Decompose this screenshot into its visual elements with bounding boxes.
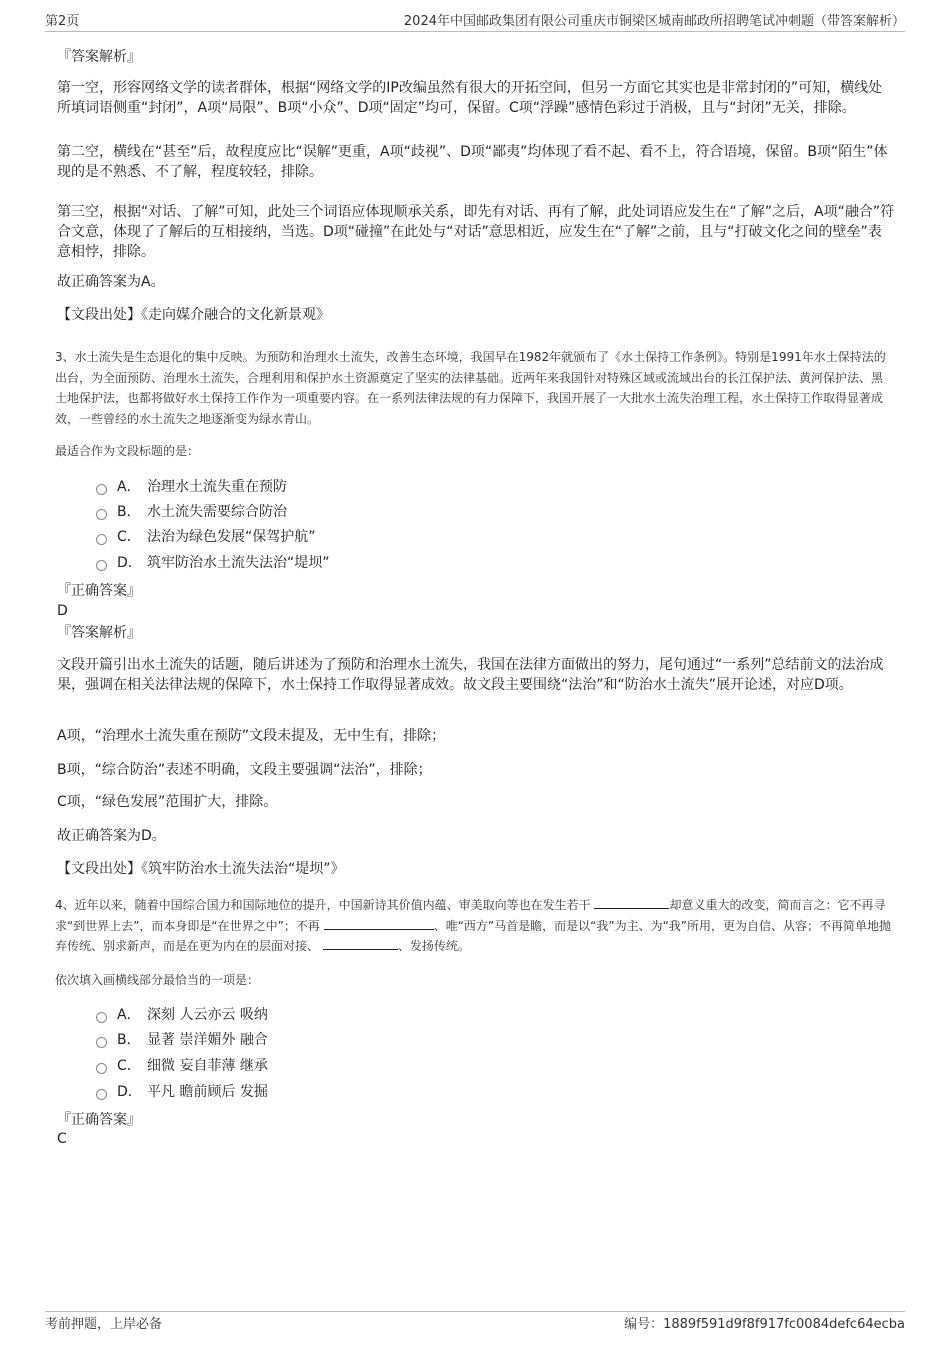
radio-icon[interactable] xyxy=(96,1012,107,1023)
option-letter: B． xyxy=(117,504,141,520)
answer: D xyxy=(57,603,68,619)
source: 【文段出处】《走向媒介融合的文化新景观》 xyxy=(57,307,330,323)
question-text-part: 4、近年以来，随着中国综合国力和国际地位的提升，中国新诗其价值内蕴、审美取向等也在发生若干 xyxy=(55,898,591,912)
conclusion: 故正确答案为D。 xyxy=(57,828,166,844)
conclusion: 故正确答案为A。 xyxy=(57,274,165,290)
radio-icon[interactable] xyxy=(96,1089,107,1100)
option-d[interactable] xyxy=(96,1082,268,1102)
page-number: 第2页 xyxy=(45,14,80,29)
option-text: 法治为绿色发展“保驾护航” xyxy=(147,529,316,545)
radio-icon[interactable] xyxy=(96,509,107,520)
footer-slogan: 考前押题，上岸必备 xyxy=(45,1317,163,1332)
option-text: 细微 妄自菲薄 继承 xyxy=(147,1058,268,1074)
answer: C xyxy=(57,1131,67,1147)
option-text: 筑牢防治水土流失法治“堤坝” xyxy=(147,555,330,571)
option-c[interactable] xyxy=(96,527,316,547)
blank-2 xyxy=(324,917,434,930)
analysis-paragraph: 第三空，根据“对话、了解”可知，此处三个词语应体现顺承关系，即先有对话、再有了解，此处词语应发生在“了解”之后，A项“融合”符合文意，体现了了解后的互相接纳，当选。D项“碰撞”在此处与“对话”意思相近，应发生在“了解”之前，且与“打破文化之间的壁垒”表意相悖，排除。 xyxy=(57,204,895,260)
question-prompt: 依次填入画横线部分最恰当的一项是： xyxy=(55,973,260,987)
option-letter: A． xyxy=(117,1007,141,1023)
question-text-part: 、发扬传统。 xyxy=(397,939,470,953)
question-prompt: 最适合作为文段标题的是： xyxy=(55,444,200,458)
option-text: 显著 崇洋媚外 融合 xyxy=(147,1032,268,1048)
option-text: 深刻 人云亦云 吸纳 xyxy=(147,1007,268,1023)
radio-icon[interactable] xyxy=(96,560,107,571)
header-divider xyxy=(45,31,905,32)
radio-icon[interactable] xyxy=(96,484,107,495)
blank-1 xyxy=(594,896,669,909)
analysis-paragraph: 文段开篇引出水土流失的话题，随后讲述为了预防和治理水土流失，我国在法律方面做出的努力，尾句通过“一系列”总结前文的法治成果，强调在相关法律法规的保障下，水土保持工作取得显著成效。故文段主要围绕“法治”和“防治水土流失”展开论述，对应D项。 xyxy=(57,657,884,693)
analysis-label: 『答案解析』 xyxy=(57,625,141,641)
analysis-paragraph: 第一空，形容网络文学的读者群体，根据“网络文学的IP改编虽然有很大的开拓空间，但另一方面它其实也是非常封闭的”可知，横线处所填词语侧重“封闭”，A项“局限”、B项“小众”、D项“固定”均可，保留。C项“浮躁”感情色彩过于消极，且与“封闭”无关，排除。 xyxy=(57,80,883,116)
source: 【文段出处】《筑牢防治水土流失法治“堤坝”》 xyxy=(57,861,345,877)
question-text-part: 、唯“西方”马首是瞻，而是以“我”为主、为“我”所用，更为自信、从容；不再简单地抛弃传统、别求新声，而是在更为内在的层面对接、 xyxy=(55,918,892,953)
radio-icon[interactable] xyxy=(96,534,107,545)
option-a[interactable] xyxy=(96,1005,268,1025)
option-letter: D． xyxy=(117,555,142,571)
analysis-paragraph: A项，“治理水土流失重在预防”文段未提及，无中生有，排除； xyxy=(57,728,446,744)
option-d[interactable] xyxy=(96,553,330,573)
option-letter: A． xyxy=(117,479,141,495)
option-text: 水土流失需要综合防治 xyxy=(147,504,287,520)
answer-label: 『正确答案』 xyxy=(57,583,141,599)
option-letter: D． xyxy=(117,1084,142,1100)
blank-3 xyxy=(323,937,398,950)
answer-label: 『正确答案』 xyxy=(57,1112,141,1128)
analysis-paragraph: B项，“综合防治”表述不明确，文段主要强调“法治”，排除； xyxy=(57,762,432,778)
footer-divider xyxy=(45,1311,905,1312)
question-text: 3、水土流失是生态退化的集中反映。为预防和治理水土流失，改善生态环境，我国早在1982年就颁布了《水土保持工作条例》。特别是1991年水土保持法的出台，为全面预防、治理水土流失，合理利用和保护水土资源奠定了坚实的法律基础。近两年来我国针对特殊区域或流域出台的长江保护法、黄河保护法、黑土地保护法，也都将做好水土保持工作作为一项重要内容。在一系列法律法规的有力保障下，我国开展了一大批水土流失治理工程，水土保持工作取得显著成效，一些曾经的水土流失之地逐渐变为绿水青山。 xyxy=(55,350,886,426)
document-code: 编号：1889f591d9f8f917fc0084defc64ecba xyxy=(624,1317,905,1332)
question-text xyxy=(55,895,893,957)
analysis-paragraph: C项，“绿色发展”范围扩大，排除。 xyxy=(57,794,278,810)
radio-icon[interactable] xyxy=(96,1037,107,1048)
option-letter: C． xyxy=(117,529,141,545)
option-b[interactable] xyxy=(96,502,287,522)
question-text-part: 却意义重大的改变，简而言之：它不再寻求“到世界上去”，而本身即是“在世界之中”；不再 xyxy=(55,898,886,933)
option-text: 平凡 瞻前顾后 发掘 xyxy=(147,1084,268,1100)
document-title: 2024年中国邮政集团有限公司重庆市铜梁区城南邮政所招聘笔试冲刺题（带答案解析） xyxy=(403,14,905,29)
option-b[interactable] xyxy=(96,1030,268,1050)
radio-icon[interactable] xyxy=(96,1063,107,1074)
option-text: 治理水土流失重在预防 xyxy=(147,479,287,495)
option-letter: B． xyxy=(117,1032,141,1048)
analysis-label: 『答案解析』 xyxy=(57,49,141,65)
analysis-paragraph: 第二空，横线在“甚至”后，故程度应比“误解”更重，A项“歧视”、D项“鄙夷”均体现了看不起、看不上，符合语境，保留。B项“陌生”体现的是不熟悉、不了解，程度较轻，排除。 xyxy=(57,144,888,180)
option-letter: C． xyxy=(117,1058,141,1074)
option-a[interactable] xyxy=(96,477,287,497)
option-c[interactable] xyxy=(96,1056,268,1076)
